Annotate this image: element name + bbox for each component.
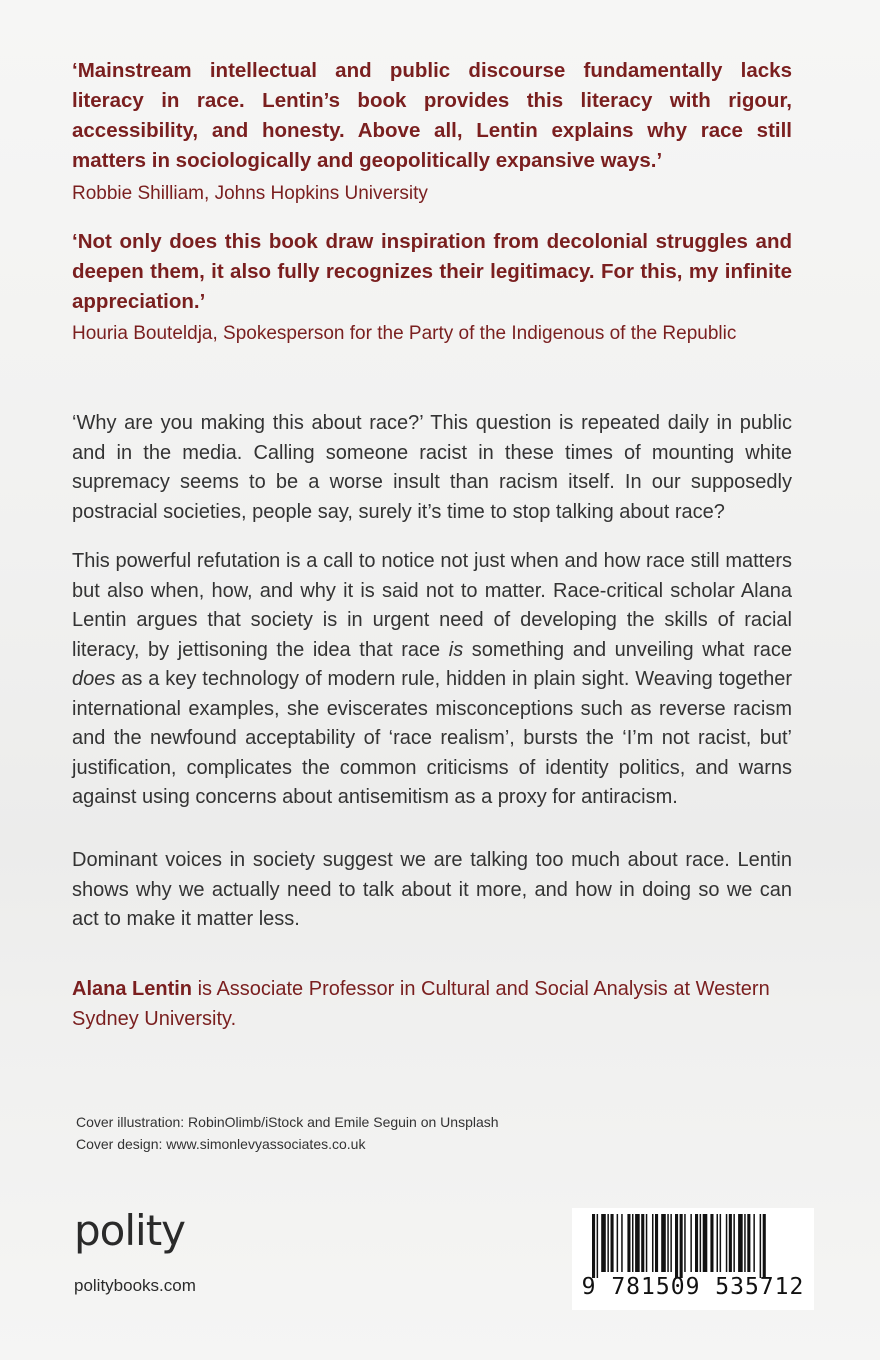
barcode-bar (641, 1214, 644, 1272)
blurb-p2-part-a: This powerful refutation is a call to notice not just when and how race still matters but also when, how, and why it is said not to matter. Race-critical scholar Alana Lentin argues that society is in urgent need of developing the skills of racial literacy, by jettisoning the idea that race (72, 550, 792, 661)
barcode-bar (607, 1214, 609, 1272)
isbn-barcode (572, 1208, 814, 1310)
barcode-bar (670, 1214, 672, 1272)
barcode-bar (710, 1214, 713, 1272)
blurb-p2-emphasis-is: is (448, 638, 464, 661)
blurb-paragraph-3: Dominant voices in society suggest we are talking too much about race. Lentin shows why we actually need to talk about it more, and how in doing so we can act to make it matter less. (72, 849, 792, 930)
barcode-bar (592, 1214, 595, 1278)
design-credit: Cover design: www.simonlevyassociates.co.uk (76, 1136, 366, 1152)
barcode-bar (747, 1214, 750, 1272)
publisher-website: politybooks.com (74, 1276, 196, 1295)
barcode-bar (729, 1214, 732, 1272)
barcode-bar (700, 1214, 702, 1272)
barcode-bar (675, 1214, 678, 1278)
barcode-bar (652, 1214, 654, 1272)
barcode-bar (684, 1214, 686, 1272)
illustration-credit: Cover illustration: RobinOlimb/iStock and Emile Seguin on Unsplash (76, 1114, 499, 1130)
barcode-bar (601, 1214, 606, 1272)
barcode-bar (733, 1214, 735, 1272)
barcode-bar (635, 1214, 640, 1272)
barcode-bar (738, 1214, 743, 1272)
barcode-bar (621, 1214, 623, 1272)
barcode-bar (720, 1214, 722, 1272)
barcode-bar (703, 1214, 708, 1272)
author-bio-text: is Associate Professor in Cultural and Social Analysis at Western Sydney University. (72, 978, 770, 1030)
blurb-paragraph-1: ‘Why are you making this about race?’ This question is repeated daily in public and in the media. Calling someone racist in these times of mounting white supremacy seems to be a worse insult than racism itself. In our supposedly postracial societies, people say, surely it’s time to stop talking about race? (72, 412, 792, 523)
barcode-bar (667, 1214, 669, 1272)
author-bio (72, 975, 792, 1034)
isbn-number: 9 781509 535712 (581, 1274, 805, 1300)
barcode-bar (726, 1214, 728, 1272)
barcode-bar (655, 1214, 658, 1272)
endorsement-quote-1: ‘Mainstream intellectual and public discourse fundamentally lacks literacy in race. Lentin’s book provides this literacy with rigour, accessibility, and honesty. Above all, Lentin explains why race still matters in sociologically and geopolitically expansive ways.’ (72, 59, 792, 172)
author-name: Alana Lentin (72, 978, 193, 1000)
barcode-bar (661, 1214, 666, 1272)
blurb-paragraph-2 (72, 547, 792, 813)
barcode-bar (597, 1214, 599, 1278)
blurb-p2-part-b: something and unveiling what race (463, 638, 792, 661)
blurb-p2-emphasis-does: does (72, 668, 116, 690)
barcode-bar (695, 1214, 698, 1272)
barcode-bar (646, 1214, 648, 1272)
barcode-bar (753, 1214, 755, 1272)
publisher-logo: polity (74, 1206, 186, 1255)
barcode-bar (763, 1214, 766, 1278)
barcode-bar (632, 1214, 634, 1272)
barcode-bar (680, 1214, 683, 1278)
barcode-bar (611, 1214, 614, 1272)
barcode-bar (717, 1214, 719, 1272)
barcode-bar (690, 1214, 692, 1272)
barcode-bar (760, 1214, 762, 1278)
barcode-bar (744, 1214, 746, 1272)
endorsement-attribution-2: Houria Bouteldja, Spokesperson for the Party of the Indigenous of the Republic (72, 323, 737, 344)
cover-credits (76, 1111, 499, 1155)
barcode-bar (627, 1214, 630, 1272)
endorsement-attribution-1: Robbie Shilliam, Johns Hopkins University (72, 183, 428, 204)
barcode-bar (617, 1214, 619, 1272)
blurb-p2-part-c: as a key technology of modern rule, hidden in plain sight. Weaving together international examples, she eviscerates misconceptions such as reverse racism and the newfound acceptability of ‘race realism’, bursts the ‘I’m not racist, but’ justification, complicates the common criticisms of identity politics, and warns against using concerns about antisemitism as a proxy for antiracism. (72, 668, 792, 808)
endorsement-quote-2: ‘Not only does this book draw inspiration from decolonial struggles and deepen them, it also fully recognizes their legitimacy. For this, my infinite appreciation.’ (72, 230, 792, 313)
